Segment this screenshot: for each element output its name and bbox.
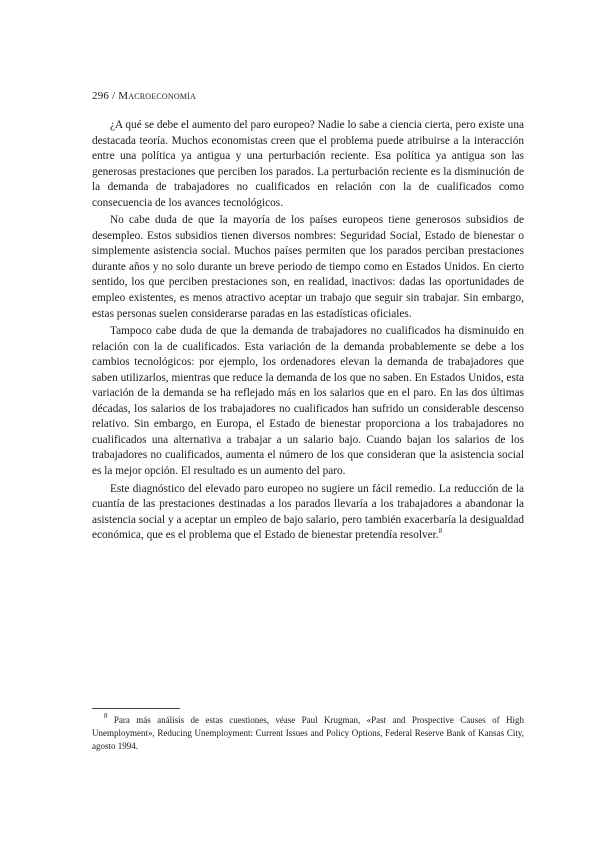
page-number: 296 [92, 90, 110, 102]
footnote [92, 714, 524, 753]
header-separator: / [109, 90, 119, 102]
paragraph-1: ¿A qué se debe el aumento del paro europeo? Nadie lo sabe a ciencia cierta, pero existe una destacada teoría. Muchos economistas creen que el problema puede atribuirse a la interacción entre una política ya antigua y una perturbación reciente. Esa política ya antigua son las generosas prestaciones que perciben los parados. La perturbación reciente es la disminución de la demanda de trabajadores no cualificados en relación con la de cualificados como consecuencia de los avances tecnológicos. [92, 119, 524, 209]
footnote-text: Para más análisis de estas cuestiones, véase Paul Krugman, «Past and Prospective Causes of High Unemployment», Reducing Unemployment: Current Issues and Policy Options, Federal Reserve Bank of Kansas City, agosto 1994. [92, 715, 524, 751]
paragraph-3: Tampoco cabe duda de que la demanda de trabajadores no cualificados ha disminuido en relación con la de cualificados. Esta variación de la demanda probablemente se debe a los cambios tecnológicos: por ejemplo, los ordenadores elevan la demanda de trabajadores que saben utilizarlos, mientras que reduce la demanda de los que no saben. En Estados Unidos, esta variación de la demanda se ha reflejado más en los salarios que en el paro. En las dos últimas décadas, los salarios de los trabajadores no cualificados han sufrido un considerable descenso relativo. Sin embargo, en Europa, el Estado de bienestar proporciona a los trabajadores no cualificados una alternativa a trabajar a un salario bajo. Cuando bajan los salarios de los trabajadores no cualificados, aumenta el número de los que consideran que la asistencia social es la mejor opción. El resultado es un aumento del paro. [92, 325, 524, 478]
paragraph-2: No cabe duda de que la mayoría de los países europeos tiene generosos subsidios de desempleo. Estos subsidios tienen diversos nombres: Seguridad Social, Estado de bienestar o simplemente asistencia social. Muchos países permiten que los parados perciban prestaciones durante años y no solo durante un breve periodo de tiempo como en Estados Unidos. En cierto sentido, los que perciben prestaciones son, en realidad, inactivos: dadas las oportunidades de empleo existentes, es menos atractivo aceptar un trabajo que seguir sin trabajar. Sin embargo, estas personas suelen considerarse paradas en las estadísticas oficiales. [92, 214, 524, 320]
footnote-divider [92, 708, 180, 709]
paragraph-4 [92, 482, 524, 544]
footnote-marker: 8 [104, 712, 108, 720]
body-text [92, 118, 524, 544]
book-title: Macroeconomía [118, 90, 196, 102]
paragraph-4-text: Este diagnóstico del elevado paro europeo no sugiere un fácil remedio. La reducción de la cuantía de las prestaciones destinadas a los parados llevaría a los trabajadores a abandonar la asistencia social y a aceptar un empleo de bajo salario, pero también exacerbaría la desigualdad económica, que es el problema que el Estado de bienestar pretendía resolver. [92, 482, 524, 542]
footnote-reference: 8 [438, 527, 443, 536]
running-head [92, 90, 196, 102]
